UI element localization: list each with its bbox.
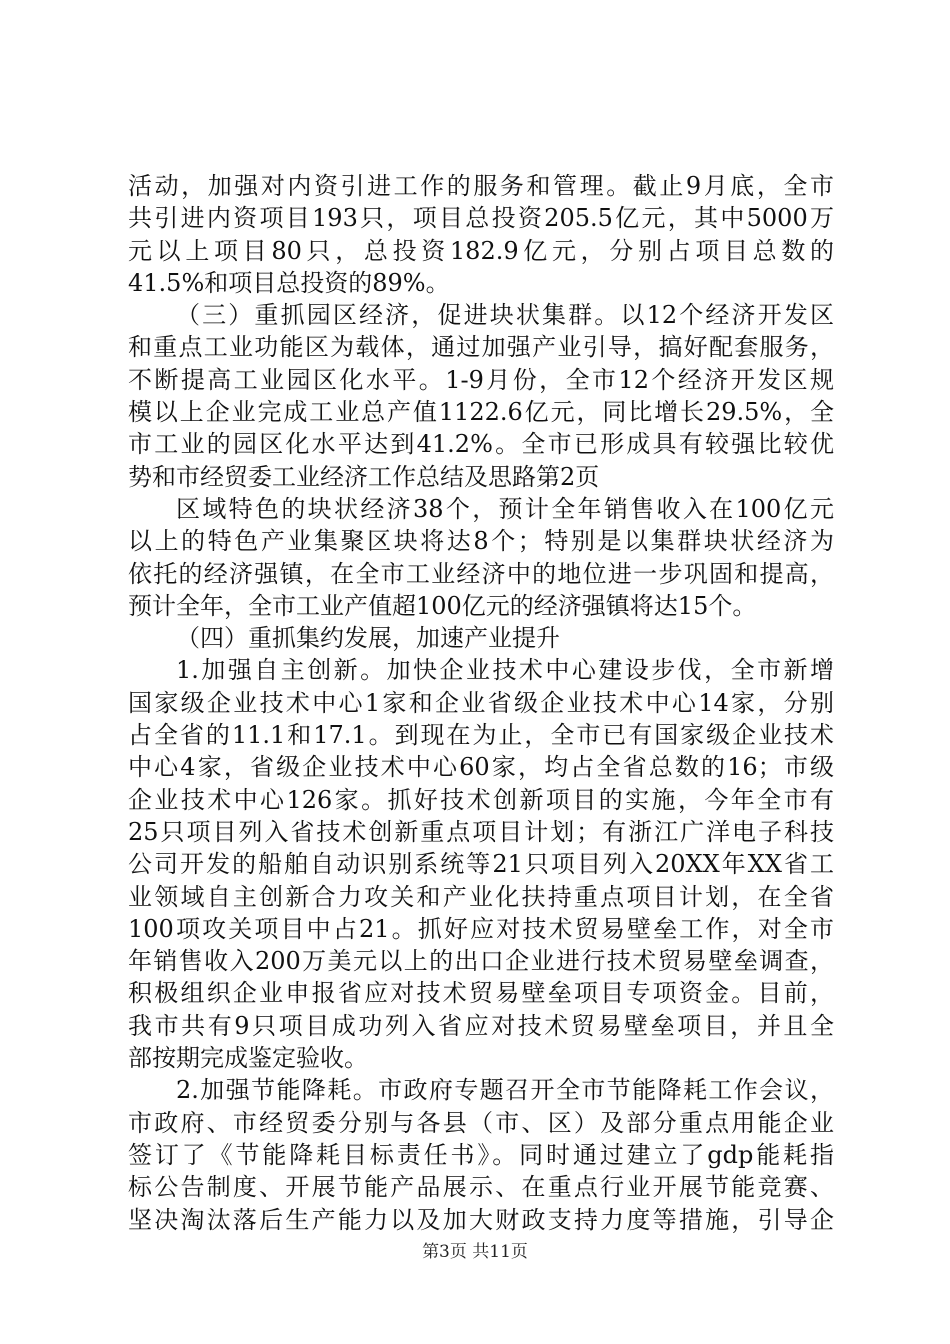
text-line: 活动，加强对内资引进工作的服务和管理。截止9月底，全市 <box>128 172 834 200</box>
text-line: 企业技术中心126家。抓好技术创新项目的实施，今年全市有 <box>128 785 834 814</box>
text-line: 1.加强自主创新。加快企业技术中心建设步伐，全市新增 <box>176 656 834 685</box>
text-line: 国家级企业技术中心1家和企业省级企业技术中心14家，分别 <box>128 688 834 717</box>
text-line: 公司开发的船舶自动识别系统等21只项目列入20XX年XX省工 <box>128 850 834 879</box>
text-line: 坚决淘汰落后生产能力以及加大财政支持力度等措施，引导企 <box>128 1205 834 1234</box>
text-line: 100项攻关项目中占21。抓好应对技术贸易壁垒工作，对全市 <box>128 914 834 943</box>
text-line: 中心4家，省级企业技术中心60家，均占全省总数的16；市级 <box>128 753 834 782</box>
text-line: 签订了《节能降耗目标责任书》。同时通过建立了gdp能耗指 <box>128 1140 834 1169</box>
text-line: 市工业的园区化水平达到41.2%。全市已形成具有较强比较优 <box>128 430 834 459</box>
text-line: 41.5%和项目总投资的89%。 <box>128 268 450 297</box>
text-line: 25只项目列入省技术创新重点项目计划；有浙江广洋电子科技 <box>128 817 834 846</box>
text-line: 2.加强节能降耗。市政府专题召开全市节能降耗工作会议， <box>176 1076 834 1105</box>
text-line: 元以上项目80只，总投资182.9亿元，分别占项目总数的 <box>128 236 834 265</box>
text-line: 不断提高工业园区化水平。1-9月份，全市12个经济开发区规 <box>128 365 834 394</box>
text-line: （四）重抓集约发展，加速产业提升 <box>176 624 560 653</box>
text-line: 占全省的11.1和17.1。到现在为止，全市已有国家级企业技术 <box>128 721 834 750</box>
text-line: 势和市经贸委工业经济工作总结及思路第2页 <box>128 462 600 491</box>
text-line: 业领域自主创新合力攻关和产业化扶持重点项目计划，在全省 <box>128 882 834 911</box>
text-line: 积极组织企业申报省应对技术贸易壁垒项目专项资金。目前， <box>128 979 834 1008</box>
page-footer <box>0 1240 950 1264</box>
text-line: 标公告制度、开展节能产品展示、在重点行业开展节能竞赛、 <box>128 1173 834 1202</box>
page-number-label: 第3页 共11页 <box>422 1242 528 1262</box>
text-line: （三）重抓园区经济，促进块状集群。以12个经济开发区 <box>176 301 834 330</box>
text-line: 年销售收入200万美元以上的出口企业进行技术贸易壁垒调查， <box>128 947 834 976</box>
text-line: 模以上企业完成工业总产值1122.6亿元，同比增长29.5%，全 <box>128 398 834 427</box>
text-line: 依托的经济强镇，在全市工业经济中的地位进一步巩固和提高， <box>128 559 834 588</box>
text-line: 和重点工业功能区为载体，通过加强产业引导，搞好配套服务， <box>128 333 834 362</box>
text-line: 我市共有9只项目成功列入省应对技术贸易壁垒项目，并且全 <box>128 1011 834 1040</box>
text-line: 区域特色的块状经济38个，预计全年销售收入在100亿元 <box>176 494 834 523</box>
text-line: 共引进内资项目193只，项目总投资205.5亿元，其中5000万 <box>128 204 834 233</box>
text-line: 预计全年，全市工业产值超100亿元的经济强镇将达15个。 <box>128 591 757 620</box>
text-line: 部按期完成鉴定验收。 <box>128 1044 368 1073</box>
document-body <box>128 170 834 1236</box>
text-line: 市政府、市经贸委分别与各县（市、区）及部分重点用能企业 <box>128 1108 834 1137</box>
text-line: 以上的特色产业集聚区块将达8个；特别是以集群块状经济为 <box>128 527 834 556</box>
